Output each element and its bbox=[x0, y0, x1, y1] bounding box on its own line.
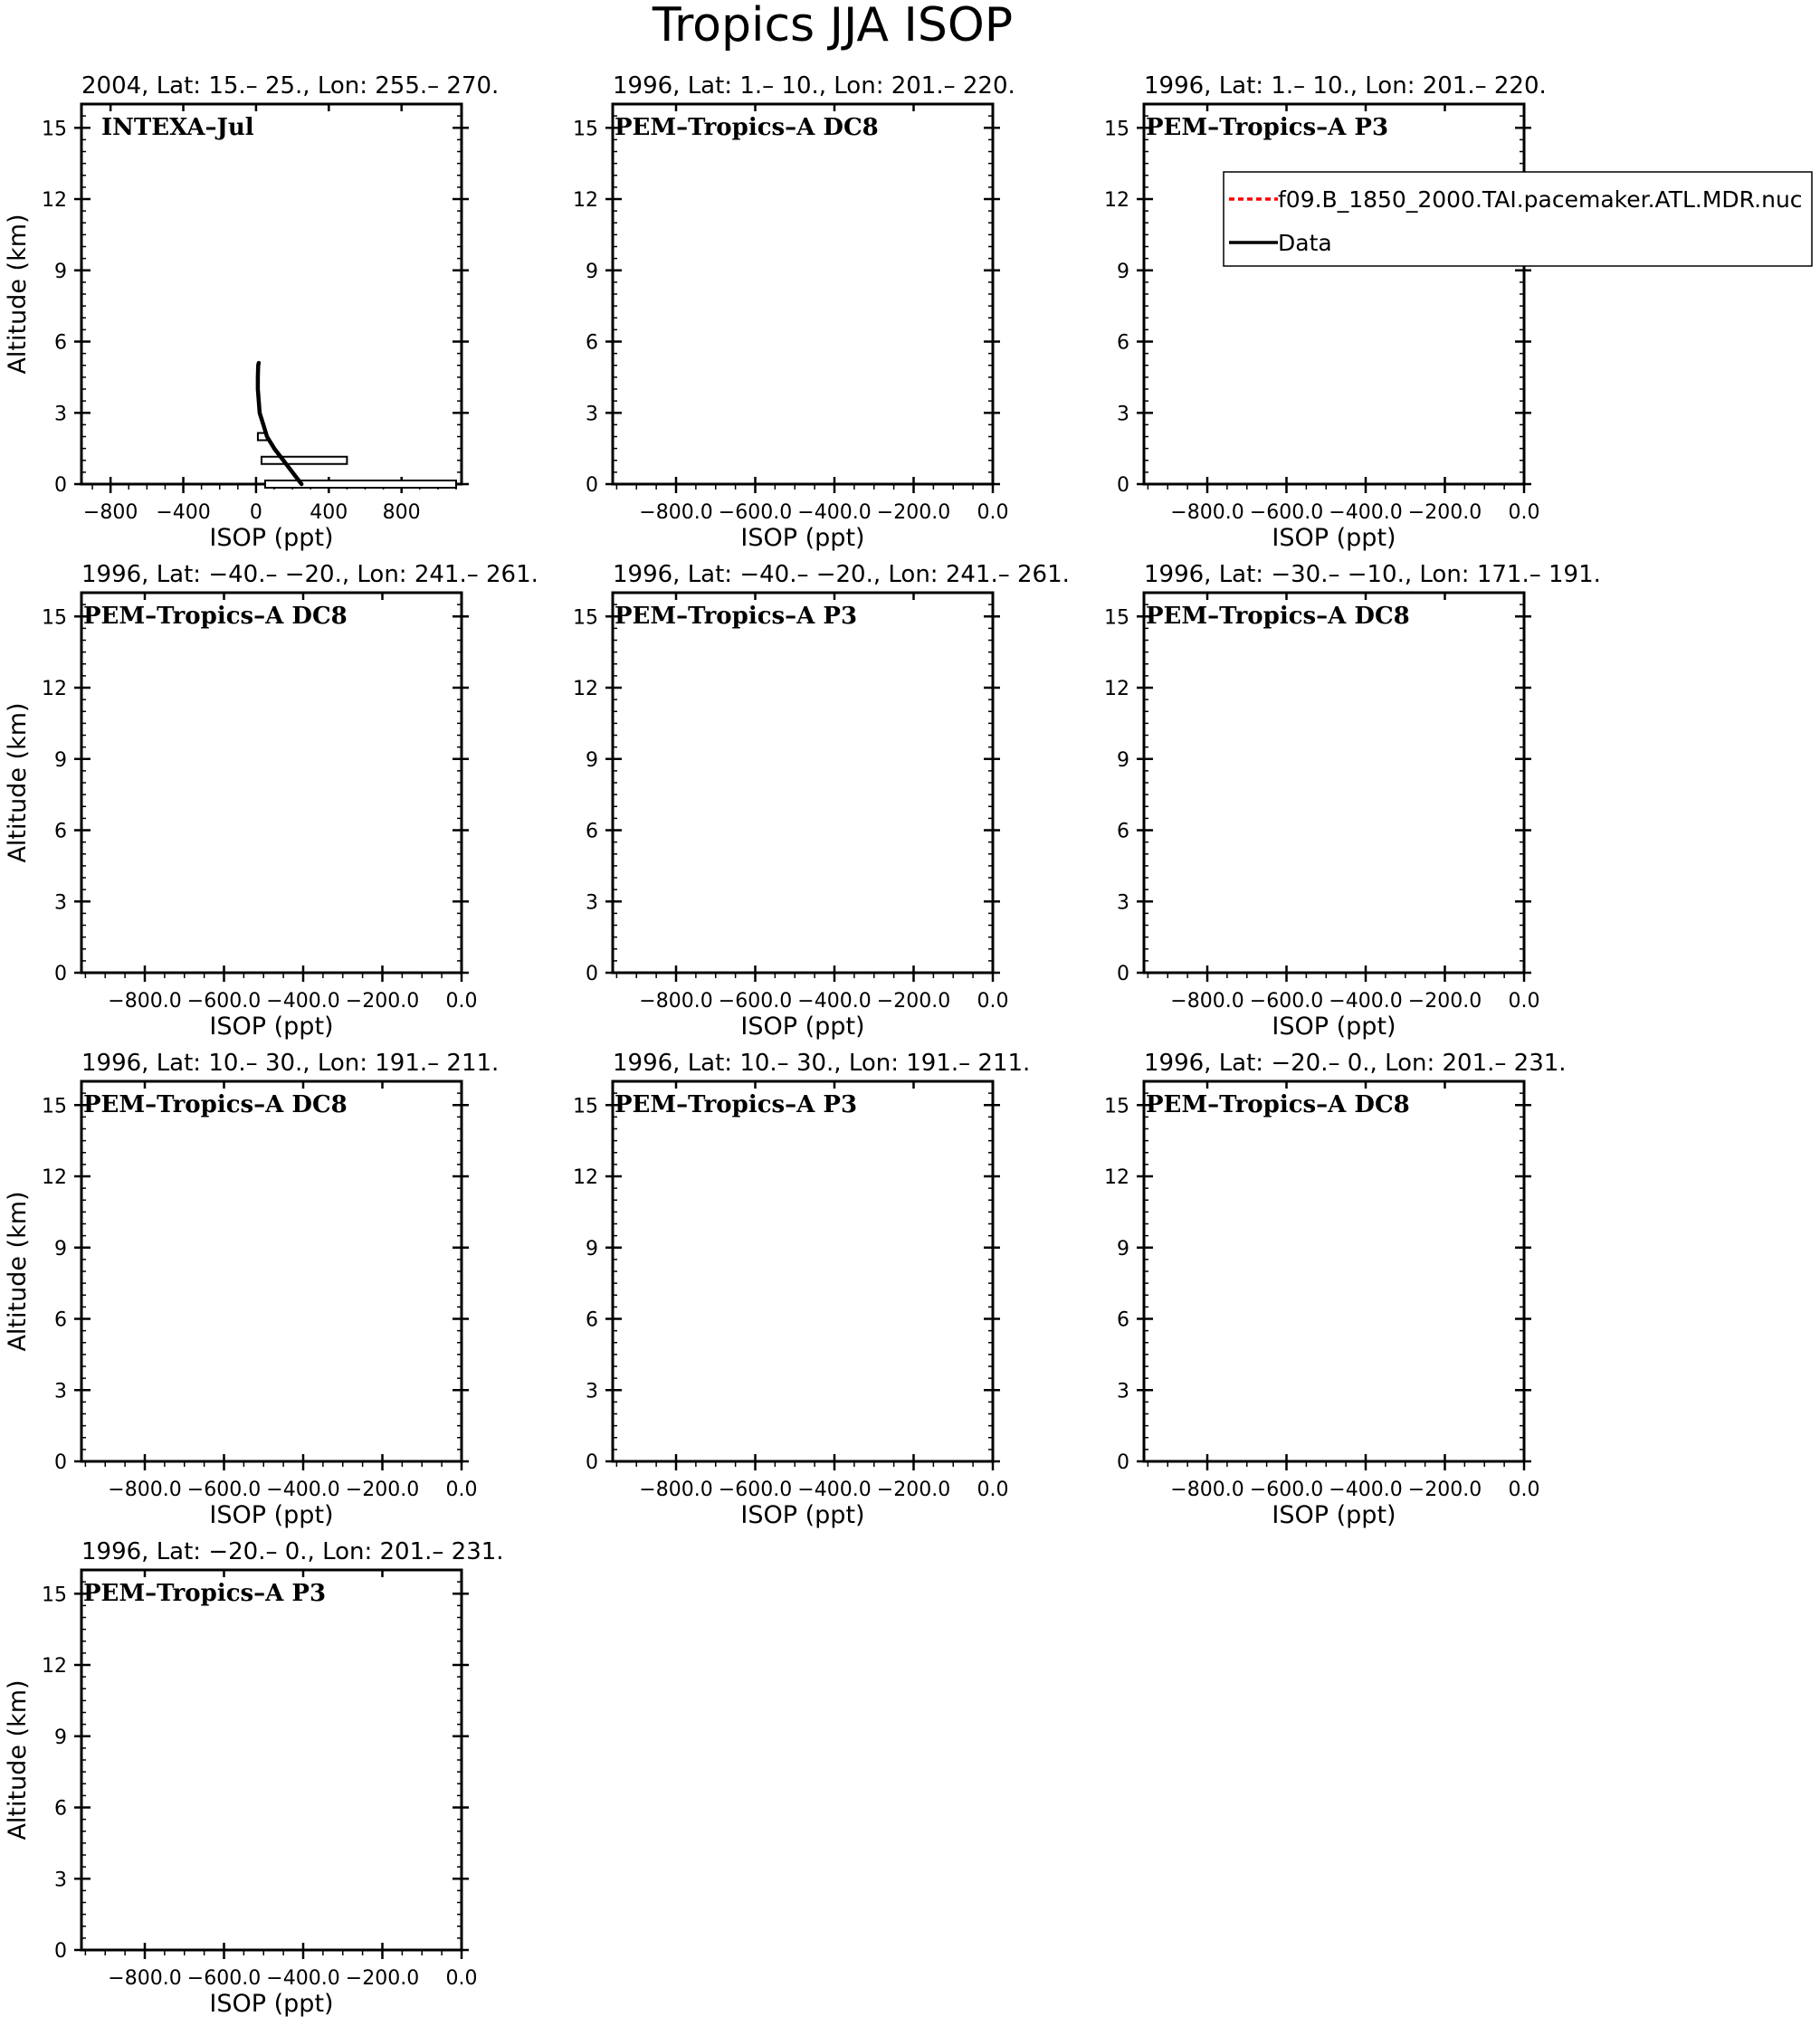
plot-frame bbox=[81, 1570, 462, 1950]
x-tick-label: −600.0 bbox=[1249, 1479, 1324, 1501]
x-axis-label: ISOP (ppt) bbox=[209, 1990, 334, 2018]
y-tick-label: 15 bbox=[1104, 1095, 1129, 1118]
y-tick-label: 3 bbox=[1117, 403, 1129, 426]
y-axis-label: Altitude (km) bbox=[4, 214, 32, 375]
x-axis-label: ISOP (ppt) bbox=[209, 1013, 334, 1041]
y-tick-label: 3 bbox=[54, 1869, 67, 1892]
panel-10 bbox=[4, 1538, 504, 2018]
panel-1 bbox=[4, 72, 499, 552]
x-tick-label: −800.0 bbox=[108, 1967, 182, 1990]
x-tick-label: −400.0 bbox=[1329, 990, 1403, 1013]
y-tick-label: 6 bbox=[1117, 820, 1129, 843]
x-tick-label: −200.0 bbox=[876, 501, 951, 524]
x-tick-label: −800.0 bbox=[1170, 501, 1244, 524]
y-tick-label: 15 bbox=[42, 606, 67, 630]
y-tick-label: 12 bbox=[573, 1166, 598, 1189]
x-tick-label: −800.0 bbox=[108, 1479, 182, 1501]
plot-frame bbox=[613, 104, 993, 484]
y-tick-label: 6 bbox=[54, 331, 67, 355]
campaign-label: PEM–Tropics–A DC8 bbox=[83, 1091, 348, 1118]
panel-7 bbox=[4, 1050, 499, 1529]
x-tick-label: −200.0 bbox=[345, 990, 420, 1013]
y-tick-label: 9 bbox=[586, 748, 598, 772]
x-tick-label: −400.0 bbox=[797, 1479, 872, 1501]
plot-frame bbox=[1144, 104, 1524, 484]
x-tick-label: −200.0 bbox=[1407, 1479, 1482, 1501]
y-tick-label: 12 bbox=[42, 189, 67, 212]
y-tick-label: 0 bbox=[54, 1451, 67, 1474]
x-tick-label: −800 bbox=[82, 501, 138, 524]
y-tick-label: 12 bbox=[1104, 678, 1129, 700]
x-axis-label: ISOP (ppt) bbox=[1272, 1013, 1396, 1041]
y-tick-label: 15 bbox=[42, 1584, 67, 1607]
campaign-label: PEM–Tropics–A DC8 bbox=[1146, 1091, 1410, 1118]
series-line-data bbox=[258, 363, 301, 484]
y-axis-label: Altitude (km) bbox=[4, 1679, 32, 1841]
x-tick-label: −800.0 bbox=[1170, 990, 1244, 1013]
x-tick-label: 400 bbox=[310, 501, 348, 524]
y-tick-label: 6 bbox=[586, 331, 598, 355]
y-axis-label: Altitude (km) bbox=[4, 702, 32, 863]
x-tick-label: −600.0 bbox=[1249, 501, 1324, 524]
y-tick-label: 12 bbox=[42, 1166, 67, 1189]
x-tick-label: 0.0 bbox=[445, 1967, 478, 1990]
panel-title: 1996, Lat: 1.– 10., Lon: 201.– 220. bbox=[613, 72, 1015, 100]
legend bbox=[1224, 172, 1812, 266]
y-tick-label: 3 bbox=[54, 403, 67, 426]
x-tick-label: 0.0 bbox=[1508, 990, 1540, 1013]
x-tick-label: −400.0 bbox=[1329, 501, 1403, 524]
x-tick-label: −400.0 bbox=[266, 1479, 340, 1501]
y-tick-label: 12 bbox=[42, 678, 67, 700]
x-tick-label: −800.0 bbox=[639, 1479, 713, 1501]
x-tick-label: −200.0 bbox=[1407, 501, 1482, 524]
x-tick-label: −600.0 bbox=[186, 990, 262, 1013]
x-axis-label: ISOP (ppt) bbox=[740, 1013, 865, 1041]
x-tick-label: 0.0 bbox=[445, 990, 478, 1013]
data-range-bar bbox=[265, 480, 456, 488]
x-axis-label: ISOP (ppt) bbox=[1272, 524, 1396, 552]
x-tick-label: 0.0 bbox=[445, 1479, 478, 1501]
x-tick-label: −200.0 bbox=[345, 1967, 420, 1990]
panel-9 bbox=[1104, 1050, 1567, 1529]
x-tick-label: −600.0 bbox=[718, 990, 793, 1013]
x-tick-label: −800.0 bbox=[1170, 1479, 1244, 1501]
panel-title: 1996, Lat: −30.– −10., Lon: 171.– 191. bbox=[1144, 561, 1601, 588]
y-tick-label: 6 bbox=[1117, 331, 1129, 355]
x-tick-label: −200.0 bbox=[876, 990, 951, 1013]
plot-frame bbox=[613, 1081, 993, 1461]
y-tick-label: 12 bbox=[573, 678, 598, 700]
y-tick-label: 9 bbox=[54, 748, 67, 772]
y-tick-label: 9 bbox=[1117, 260, 1129, 283]
x-tick-label: 0.0 bbox=[1508, 501, 1540, 524]
panel-3 bbox=[1104, 72, 1547, 552]
panel-title: 1996, Lat: 10.– 30., Lon: 191.– 211. bbox=[81, 1050, 500, 1077]
x-axis-label: ISOP (ppt) bbox=[209, 1501, 334, 1529]
x-tick-label: −200.0 bbox=[345, 1479, 420, 1501]
plot-frame bbox=[81, 104, 462, 484]
campaign-label: PEM–Tropics–A DC8 bbox=[1146, 603, 1410, 630]
campaign-label: PEM–Tropics–A DC8 bbox=[615, 114, 879, 141]
y-tick-label: 0 bbox=[586, 1451, 598, 1474]
y-tick-label: 9 bbox=[54, 260, 67, 283]
y-tick-label: 0 bbox=[586, 474, 598, 497]
x-tick-label: −600.0 bbox=[718, 1479, 793, 1501]
y-tick-label: 0 bbox=[1117, 1451, 1129, 1474]
campaign-label: INTEXA–Jul bbox=[101, 114, 254, 141]
y-tick-label: 0 bbox=[1117, 963, 1129, 985]
y-tick-label: 12 bbox=[42, 1655, 67, 1678]
y-tick-label: 3 bbox=[54, 1380, 67, 1403]
campaign-label: PEM–Tropics–A DC8 bbox=[83, 603, 348, 630]
x-axis-label: ISOP (ppt) bbox=[1272, 1501, 1396, 1529]
plot-frame bbox=[1144, 1081, 1524, 1461]
legend-label: Data bbox=[1278, 230, 1332, 256]
y-tick-label: 3 bbox=[54, 891, 67, 915]
y-tick-label: 9 bbox=[586, 260, 598, 283]
y-tick-label: 3 bbox=[1117, 1380, 1129, 1403]
y-tick-label: 15 bbox=[573, 606, 598, 630]
y-axis-label: Altitude (km) bbox=[4, 1191, 32, 1352]
campaign-label: PEM–Tropics–A P3 bbox=[615, 1091, 858, 1118]
x-tick-label: 800 bbox=[382, 501, 421, 524]
y-tick-label: 15 bbox=[42, 118, 67, 141]
x-tick-label: −800.0 bbox=[108, 990, 182, 1013]
x-tick-label: −400.0 bbox=[266, 990, 340, 1013]
x-tick-label: −800.0 bbox=[639, 990, 713, 1013]
y-tick-label: 0 bbox=[586, 963, 598, 985]
panel-title: 1996, Lat: −20.– 0., Lon: 201.– 231. bbox=[1144, 1050, 1567, 1077]
y-tick-label: 0 bbox=[54, 1940, 67, 1963]
x-tick-label: −400.0 bbox=[1329, 1479, 1403, 1501]
y-tick-label: 6 bbox=[586, 820, 598, 843]
x-tick-label: −200.0 bbox=[876, 1479, 951, 1501]
panel-2 bbox=[573, 72, 1015, 552]
y-tick-label: 6 bbox=[54, 1308, 67, 1332]
panel-title: 1996, Lat: 10.– 30., Lon: 191.– 211. bbox=[613, 1050, 1031, 1077]
x-tick-label: −800.0 bbox=[639, 501, 713, 524]
x-axis-label: ISOP (ppt) bbox=[740, 1501, 865, 1529]
y-tick-label: 3 bbox=[1117, 891, 1129, 915]
x-tick-label: −600.0 bbox=[186, 1479, 262, 1501]
y-tick-label: 0 bbox=[54, 474, 67, 497]
y-tick-label: 9 bbox=[1117, 748, 1129, 772]
y-tick-label: 9 bbox=[54, 1726, 67, 1749]
y-tick-label: 9 bbox=[1117, 1237, 1129, 1260]
plot-frame bbox=[1144, 593, 1524, 973]
x-tick-label: −400.0 bbox=[266, 1967, 340, 1990]
panel-title: 2004, Lat: 15.– 25., Lon: 255.– 270. bbox=[81, 72, 500, 100]
x-tick-label: 0.0 bbox=[1508, 1479, 1540, 1501]
x-tick-label: −200.0 bbox=[1407, 990, 1482, 1013]
x-tick-label: −400.0 bbox=[797, 501, 872, 524]
x-tick-label: −600.0 bbox=[186, 1967, 262, 1990]
x-tick-label: 0.0 bbox=[977, 990, 1009, 1013]
y-tick-label: 6 bbox=[54, 1797, 67, 1821]
y-tick-label: 12 bbox=[573, 189, 598, 212]
y-tick-label: 3 bbox=[586, 1380, 598, 1403]
panel-6 bbox=[1104, 561, 1601, 1041]
x-axis-label: ISOP (ppt) bbox=[740, 524, 865, 552]
y-tick-label: 15 bbox=[42, 1095, 67, 1118]
x-tick-label: −400 bbox=[156, 501, 211, 524]
y-tick-label: 9 bbox=[586, 1237, 598, 1260]
x-tick-label: −400.0 bbox=[797, 990, 872, 1013]
y-tick-label: 12 bbox=[1104, 189, 1129, 212]
panel-title: 1996, Lat: −20.– 0., Lon: 201.– 231. bbox=[81, 1538, 504, 1565]
panels bbox=[4, 72, 1812, 2018]
plot-frame bbox=[613, 593, 993, 973]
y-tick-label: 6 bbox=[586, 1308, 598, 1332]
panel-title: 1996, Lat: 1.– 10., Lon: 201.– 220. bbox=[1144, 72, 1547, 100]
panel-5 bbox=[573, 561, 1070, 1041]
legend-label: f09.B_1850_2000.TAI.pacemaker.ATL.MDR.nuc bbox=[1278, 186, 1803, 213]
y-tick-label: 3 bbox=[586, 891, 598, 915]
x-tick-label: 0 bbox=[249, 501, 262, 524]
y-tick-label: 3 bbox=[586, 403, 598, 426]
figure-title: Tropics JJA ISOP bbox=[652, 0, 1014, 52]
campaign-label: PEM–Tropics–A P3 bbox=[1146, 114, 1389, 141]
campaign-label: PEM–Tropics–A P3 bbox=[83, 1580, 327, 1607]
x-tick-label: −600.0 bbox=[718, 501, 793, 524]
y-tick-label: 0 bbox=[1117, 474, 1129, 497]
panel-title: 1996, Lat: −40.– −20., Lon: 241.– 261. bbox=[81, 561, 538, 588]
y-tick-label: 12 bbox=[1104, 1166, 1129, 1189]
data-range-bar bbox=[262, 457, 347, 464]
panel-title: 1996, Lat: −40.– −20., Lon: 241.– 261. bbox=[613, 561, 1070, 588]
panel-4 bbox=[4, 561, 538, 1041]
campaign-label: PEM–Tropics–A P3 bbox=[615, 603, 858, 630]
plot-frame bbox=[81, 593, 462, 973]
y-tick-label: 9 bbox=[54, 1237, 67, 1260]
panel-8 bbox=[573, 1050, 1030, 1529]
y-tick-label: 15 bbox=[573, 1095, 598, 1118]
x-tick-label: −600.0 bbox=[1249, 990, 1324, 1013]
y-tick-label: 15 bbox=[573, 118, 598, 141]
y-tick-label: 15 bbox=[1104, 118, 1129, 141]
y-tick-label: 6 bbox=[1117, 1308, 1129, 1332]
x-tick-label: 0.0 bbox=[977, 1479, 1009, 1501]
x-tick-label: 0.0 bbox=[977, 501, 1009, 524]
plot-frame bbox=[81, 1081, 462, 1461]
y-tick-label: 6 bbox=[54, 820, 67, 843]
y-tick-label: 15 bbox=[1104, 606, 1129, 630]
x-axis-label: ISOP (ppt) bbox=[209, 524, 334, 552]
y-tick-label: 0 bbox=[54, 963, 67, 985]
